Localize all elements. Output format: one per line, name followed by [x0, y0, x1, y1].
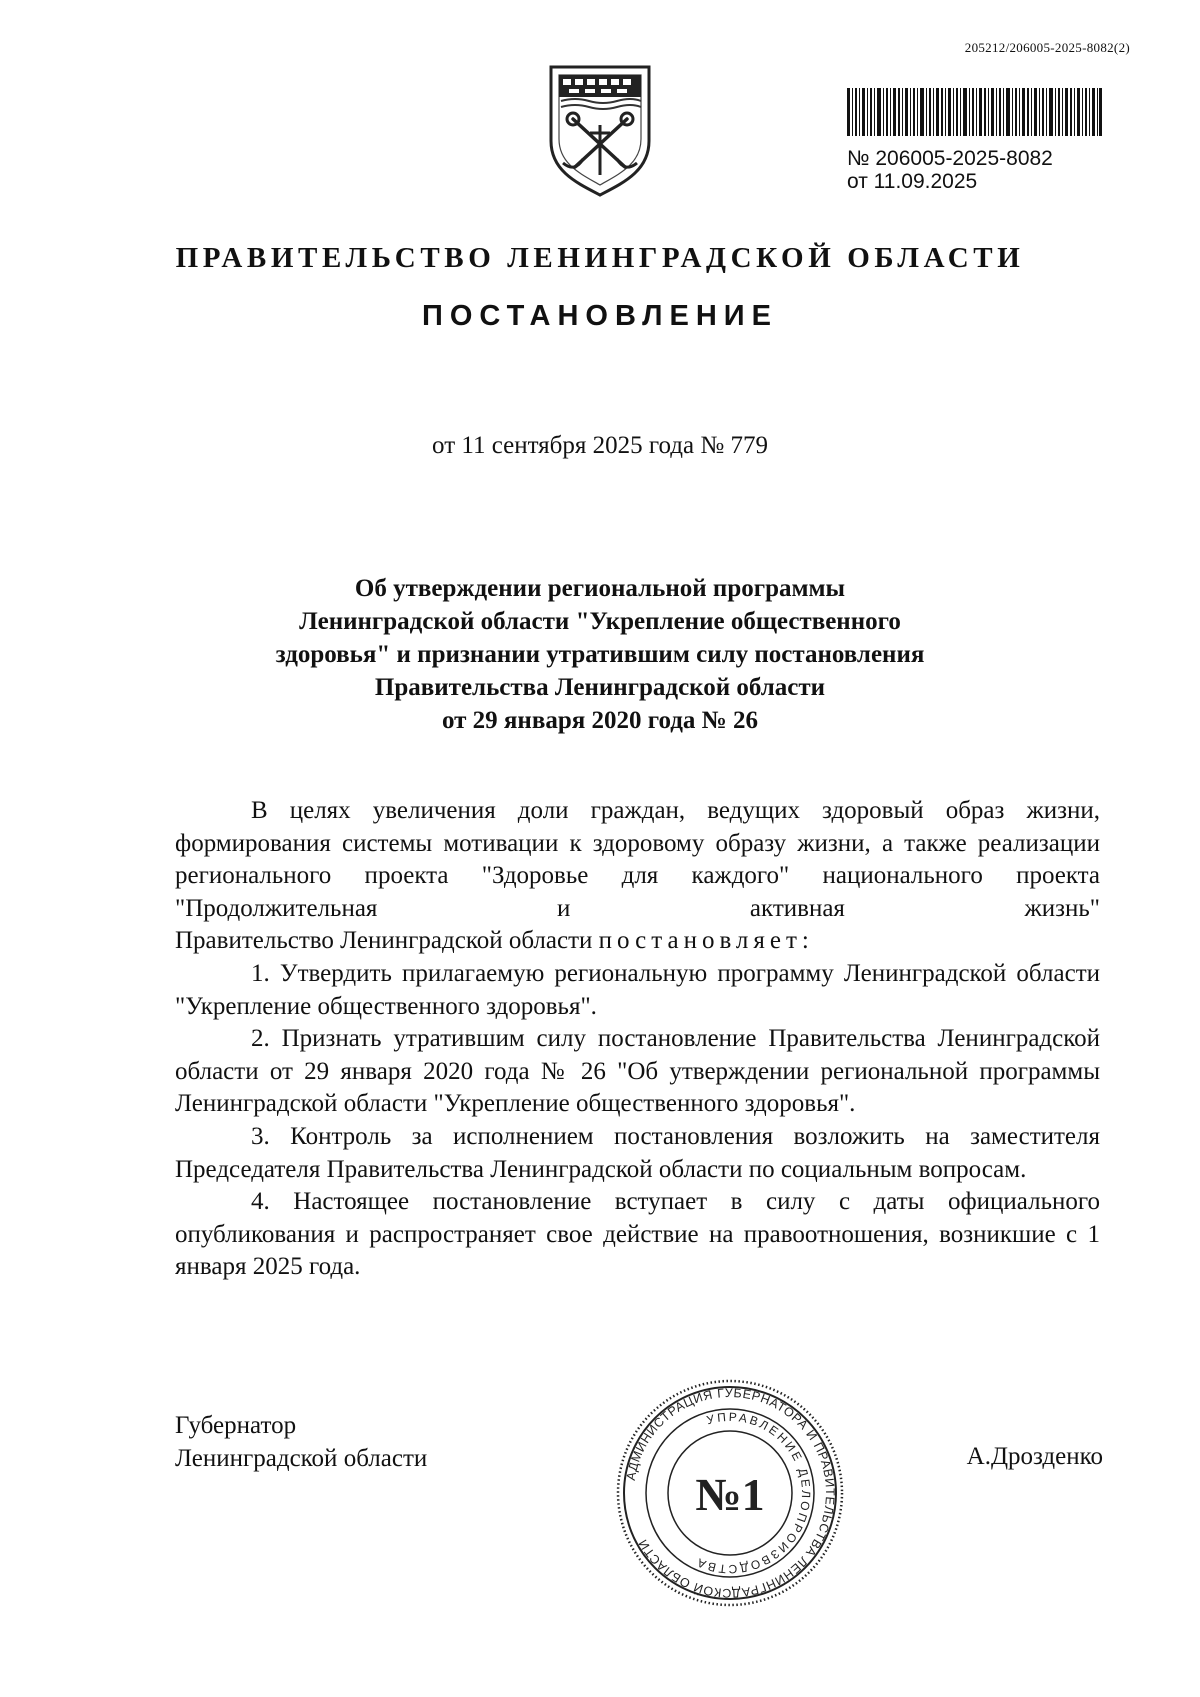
document-subject [180, 572, 1020, 737]
signer-position [175, 1409, 427, 1475]
document-reference-code: 205212/206005-2025-8082(2) [964, 40, 1130, 55]
document-body [175, 795, 1100, 1284]
subject-line: Ленинградской области "Укрепление общественного [299, 608, 901, 635]
resolution-item: 2. Признать утратившим силу постановление Правительства Ленинградской области от 29 января 2020 года № 26 "Об утверждении региональной программы Ленинградской области "Укрепление общественного здоровья". [175, 1025, 1100, 1118]
signer-name: А.Дрозденко [966, 1443, 1103, 1470]
document-date-number: от 11 сентября 2025 года № 779 [432, 432, 768, 459]
seal-inner-text: УПРАВЛЕНИЕ ДЕЛОПРОИЗВОДСТВА [692, 1409, 814, 1577]
official-seal-stamp [615, 1378, 845, 1608]
preamble-paragraph: В целях увеличения доли граждан, ведущих здоровый образ жизни, формирования системы мотивации к здоровому образу жизни, а также реализации регионального проекта "Здоровье для каждого" национального проекта "Продолжительная и активная жизнь" [175, 797, 1100, 922]
barcode-image [847, 88, 1102, 136]
document-kind-title: ПОСТАНОВЛЕНИЕ [422, 300, 778, 332]
coat-of-arms-emblem [545, 63, 655, 198]
registration-block [847, 88, 1107, 193]
resolution-item: 4. Настоящее постановление вступает в силу с даты официального опубликования и распространяет свое действие на правоотношения, возникшие с 1 января 2025 года. [175, 1188, 1100, 1281]
subject-line: Об утверждении региональной программы [354, 575, 846, 602]
signer-position-line: Ленинградской области [175, 1445, 428, 1472]
subject-line: здоровья" и признании утратившим силу постановления [275, 641, 925, 668]
subject-line: Правительства Ленинградской области [374, 674, 826, 701]
preamble-verb: постановляет: [598, 927, 814, 955]
seal-number: №1 [695, 1469, 765, 1520]
resolution-item: 1. Утвердить прилагаемую региональную программу Ленинградской области "Укрепление общественного здоровья". [175, 959, 1100, 1020]
seal-outer-text: АДМИНИСТРАЦИЯ ГУБЕРНАТОРА И ПРАВИТЕЛЬСТВА ЛЕНИНГРАДСКОЙ ОБЛАСТИ [623, 1385, 838, 1601]
signer-position-line: Губернатор [175, 1412, 297, 1439]
preamble-subject: Правительство Ленинградской области [175, 927, 593, 955]
registration-number: № 206005-2025-8082 [847, 147, 1053, 170]
government-title: ПРАВИТЕЛЬСТВО ЛЕНИНГРАДСКОЙ ОБЛАСТИ [175, 242, 1025, 274]
preamble-resolution-line [175, 925, 1100, 958]
subject-line: от 29 января 2020 года № 26 [441, 707, 759, 734]
registration-date: от 11.09.2025 [847, 170, 978, 193]
resolution-item: 3. Контроль за исполнением постановления возложить на заместителя Председателя Правительства Ленинградской области по социальным вопросам. [175, 1122, 1100, 1183]
